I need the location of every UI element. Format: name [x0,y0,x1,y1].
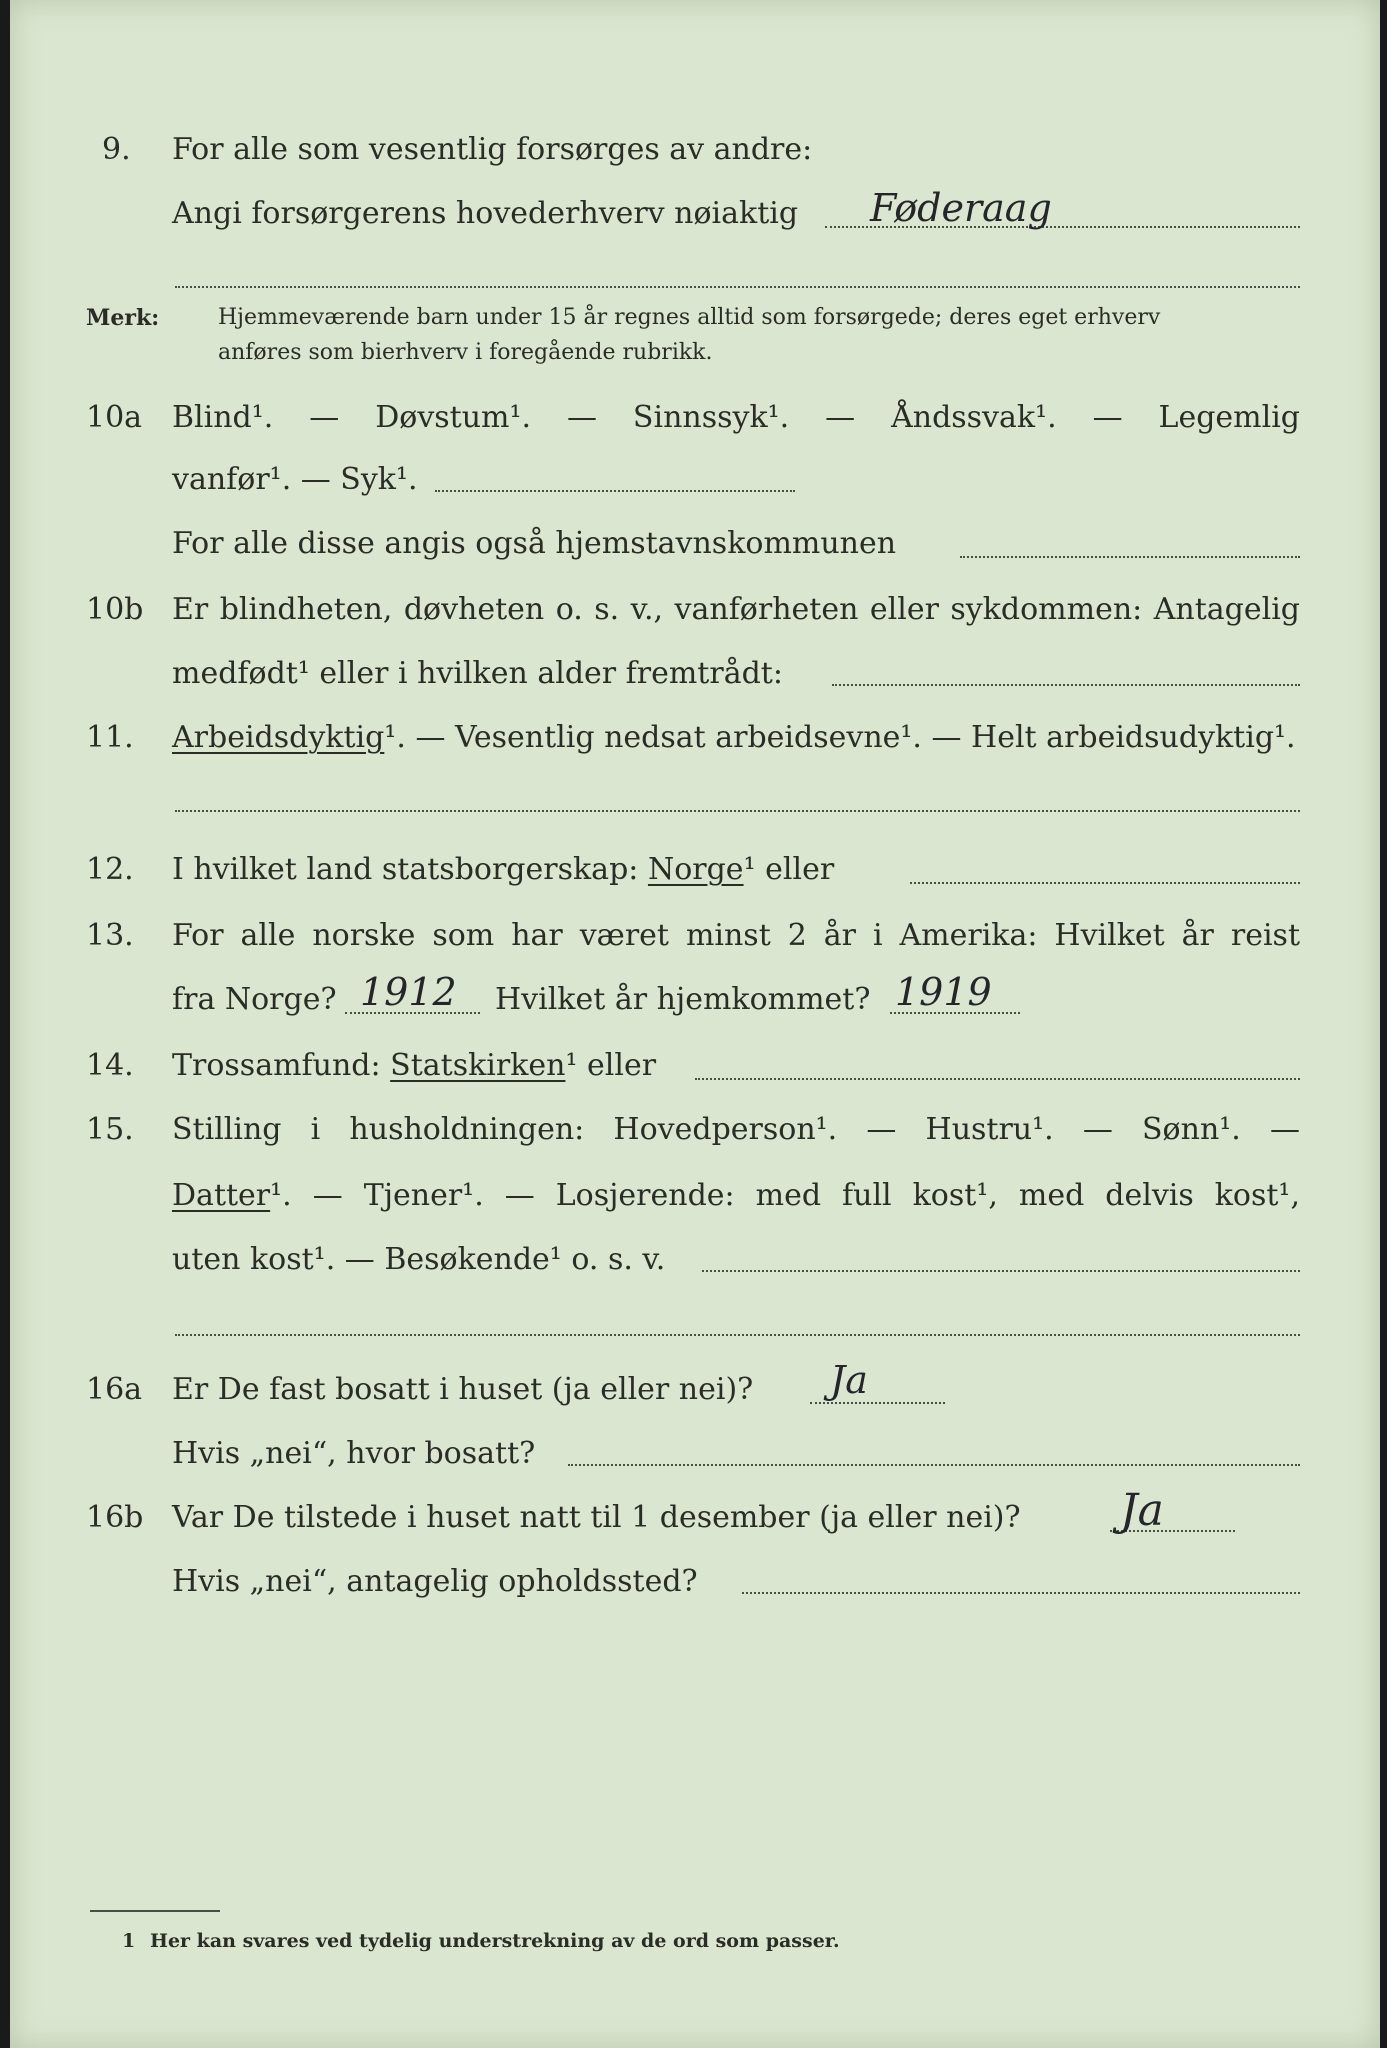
q12-suffix: ¹ eller [743,852,835,887]
q10a-line1: Blind¹. — Døvstum¹. — Sinnssyk¹. — Åndssvak¹. — Legemlig [172,400,1300,435]
q13-number: 13. [86,918,134,953]
q11-line [172,720,1296,755]
q16a-answer-line [810,1402,945,1404]
q15-number: 15. [86,1112,134,1147]
q15-line2 [172,1178,1300,1213]
q11-extra-line [175,810,1300,812]
q15-answer-line [702,1270,1300,1272]
q13-line2b: Hvilket år hjemkommet? [495,982,871,1017]
q9-extra-line [175,286,1300,288]
q16b-number: 16b [86,1500,144,1535]
q16a-number: 16a [86,1372,143,1407]
q12-answer-line [910,882,1300,884]
merk-label: Merk: [86,305,160,331]
q15-extra-line [175,1334,1300,1336]
footnote-rule [90,1910,220,1912]
q11-rest: ¹. — Vesentlig nedsat arbeidsevne¹. — Helt arbeidsudyktig¹. [384,720,1296,755]
q12-option-norge: Norge [647,852,744,887]
q16a-location-line [568,1464,1300,1466]
q10a-number: 10a [86,400,143,435]
q10b-line2: medfødt¹ eller i hvilken alder fremtrådt: [172,656,783,691]
q15-option-datter: Datter [172,1178,271,1213]
q16b-answer: Ja [1120,1485,1164,1536]
merk-line2: anføres som bierhverv i foregående rubrikk. [218,340,713,365]
q12-prefix: I hvilket land statsborgerskap: [172,852,639,887]
q14-suffix: ¹ eller [565,1048,657,1083]
q13-answer2: 1919 [895,970,992,1014]
q16b-line1: Var De tilstede i huset natt til 1 desember (ja eller nei)? [172,1500,1021,1535]
q9-line2: Angi forsørgerens hovederhverv nøiaktig [172,196,799,231]
census-form-page [10,0,1380,2048]
q16b-location-line [742,1592,1300,1594]
q11-option-arbeidsdyktig: Arbeidsdyktig [172,720,385,755]
q16a-line2: Hvis „nei“, hvor bosatt? [172,1436,536,1471]
q9-answer: Føderaag [870,186,1052,230]
q16a-answer: Ja [830,1358,868,1402]
q13-answer1: 1912 [360,970,457,1014]
q10b-answer-line [832,684,1300,686]
q16b-line2: Hvis „nei“, antagelig opholdssted? [172,1564,698,1599]
q15-line1: Stilling i husholdningen: Hovedperson¹. — Hustru¹. — Sønn¹. — [172,1112,1300,1147]
q16a-line1: Er De fast bosatt i huset (ja eller nei)? [172,1372,754,1407]
q10a-line3: For alle disse angis også hjemstavnskommunen [172,526,897,561]
q15-line3: uten kost¹. — Besøkende¹ o. s. v. [172,1242,666,1277]
q10a-line2: vanfør¹. — Syk¹. [172,462,418,497]
q13-line2a: fra Norge? [172,982,337,1017]
q14-number: 14. [86,1048,134,1083]
q14-line [172,1048,656,1083]
q10a-answer-line [435,490,795,492]
footnote-mark: 1 [122,1930,136,1952]
q10b-number: 10b [86,592,144,627]
q11-number: 11. [86,720,134,755]
q10b-line1: Er blindheten, døvheten o. s. v., vanførheten eller sykdommen: Antagelig [172,592,1300,627]
q14-answer-line [695,1078,1300,1080]
q9-line1: For alle som vesentlig forsørges av andre: [172,132,813,167]
q12-line [172,852,834,887]
q10a-kommune-line [960,556,1300,558]
footnote-text: Her kan svares ved tydelig understrekning av de ord som passer. [150,1930,840,1952]
merk-line1: Hjemmeværende barn under 15 år regnes alltid som forsørgede; deres eget erhverv [218,305,1161,330]
q13-line1: For alle norske som har været minst 2 år i Amerika: Hvilket år reist [172,918,1300,953]
q15-line2-rest: ¹. — Tjener¹. — Losjerende: med full kost¹, med delvis kost¹, [270,1178,1300,1213]
q9-number: 9. [102,132,131,167]
q12-number: 12. [86,852,134,887]
q14-prefix: Trossamfund: [172,1048,381,1083]
q14-option-statskirken: Statskirken [390,1048,566,1083]
